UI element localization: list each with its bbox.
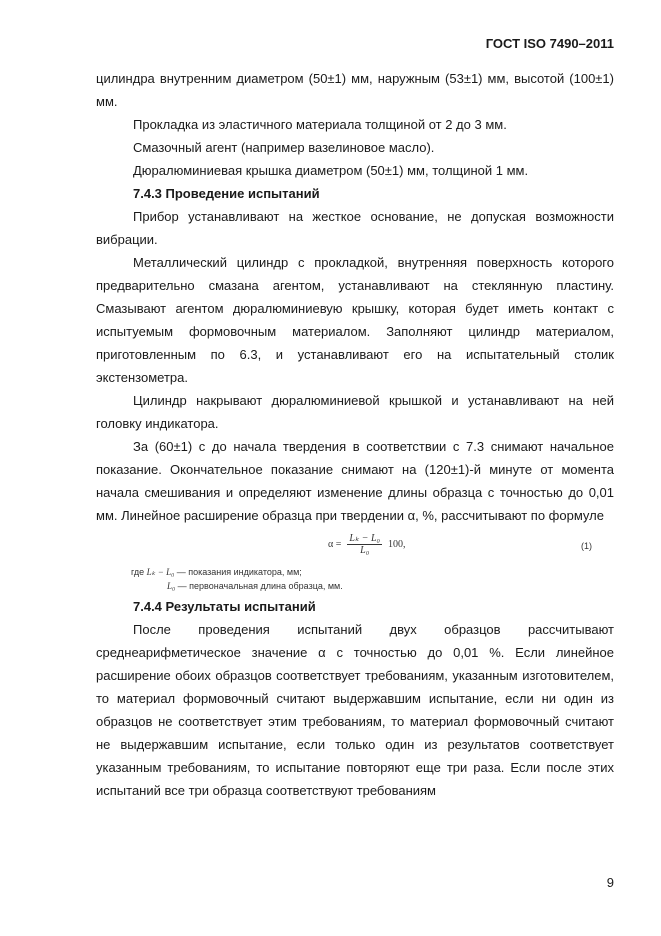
formula-block: [96, 533, 614, 595]
legend-text: — первоначальная длина образца, мм.: [177, 581, 343, 591]
formula-fraction: [347, 533, 382, 556]
legend-prefix: где: [131, 567, 145, 577]
paragraph: Прокладка из эластичного материала толщиной от 2 до 3 мм.: [133, 117, 507, 132]
formula-number: (1): [581, 541, 592, 551]
page-number: 9: [606, 875, 614, 890]
section-heading-7-4-4: 7.4.4 Результаты испытаний: [133, 599, 316, 614]
paragraph: После проведения испытаний двух образцов рассчитывают среднеарифметическое значение α с точностью до 0,01 %. Если линейное расширение обоих образцов соответствует требованиям, указанным изготовителем, то материал формовочный считают выдержавшим испытание, если ни один из образцов не соответствует этим требованиям, то материал формовочный считают не выдержавшим испытание, если только один из результатов соответствует указанным требованиям, то испытание повторяют еще три раза. Если после этих испытаний все три образца соответствуют требованиям: [96, 622, 614, 798]
formula-denominator: L₀: [360, 545, 370, 556]
paragraph: Цилиндр накрывают дюралюминиевой крышкой и устанавливают на ней головку индикатора.: [96, 393, 614, 431]
formula: [328, 533, 406, 556]
paragraph: Металлический цилиндр с прокладкой, внутренняя поверхность которого предварительно смазана агентом, устанавливают на стеклянную пластину. Смазывают агентом дюралюминиевую крышку, которая будет иметь контакт с испытуемым формовочным материалом. Заполняют цилиндр материалом, приготовленным по 6.3, и устанавливают его на испытательный столик экстензометра.: [96, 255, 614, 385]
legend-line: [131, 579, 343, 593]
legend-text: — показания индикатора, мм;: [176, 567, 302, 577]
paragraph: Прибор устанавливают на жесткое основание, не допуская возможности вибрации.: [96, 209, 614, 247]
paragraph: Дюралюминиевая крышка диаметром (50±1) мм, толщиной 1 мм.: [133, 163, 529, 178]
paragraph: Смазочный агент (например вазелиновое масло).: [133, 140, 435, 155]
page-body: [96, 67, 614, 802]
formula-legend: [131, 565, 343, 593]
section-heading-7-4-3: 7.4.3 Проведение испытаний: [133, 186, 320, 201]
legend-symbol: L₀: [167, 581, 176, 591]
paragraph: За (60±1) с до начала твердения в соответствии с 7.3 снимают начальное показание. Окончательное показание снимают на (120±1)-й минуте от момента начала смешивания и определяют изменение длины образца с точностью до 0,01 мм. Линейное расширение образца при твердении α, %, рассчитывают по формуле: [96, 439, 614, 523]
paragraph: цилиндра внутренним диаметром (50±1) мм, наружным (53±1) мм, высотой (100±1) мм.: [96, 71, 614, 109]
legend-line: [131, 565, 343, 579]
formula-rhs: 100,: [388, 539, 406, 550]
legend-symbol: Lₖ − L₀: [146, 567, 175, 577]
formula-numerator: Lₖ − L₀: [349, 533, 380, 544]
document-id-header: ГОСТ ISO 7490–2011: [485, 36, 614, 51]
formula-lhs: α =: [328, 539, 342, 550]
